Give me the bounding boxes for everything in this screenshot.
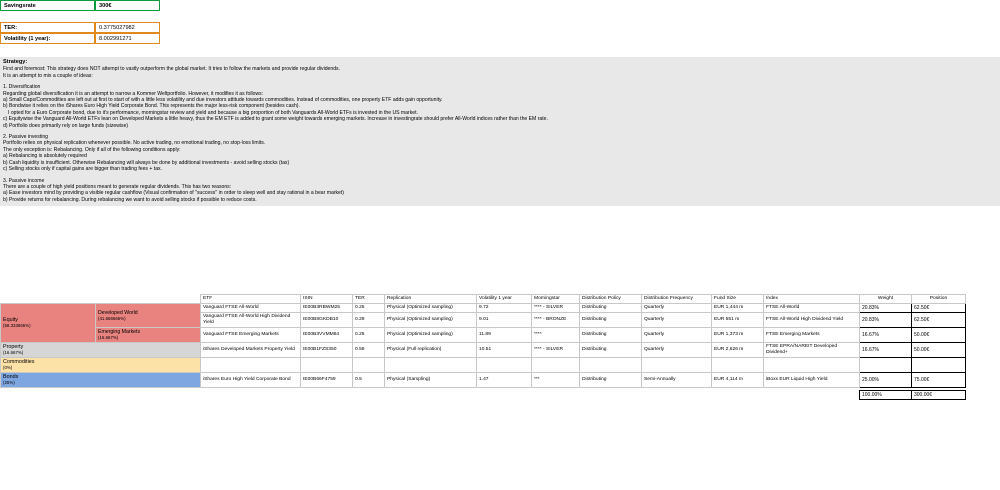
header-isin: ISIN: [301, 295, 353, 304]
cell-replication: Physical (Optimized sampling): [385, 304, 477, 313]
ter-value[interactable]: 0.3775027982: [95, 22, 160, 33]
cell-etf: Vanguard FTSE All-World High Dividend Yield: [201, 313, 301, 328]
cell-morningstar: **** - BRONZE: [532, 313, 580, 328]
cell-distribution-frequency: Quarterly: [642, 304, 712, 313]
strategy-section-title: 2. Passive investing: [3, 134, 49, 141]
cell-distribution-policy: Distributing: [580, 313, 642, 328]
cell-position: 62.50€: [912, 313, 966, 328]
header-morningstar: Morningstar: [532, 295, 580, 304]
row-spacer: [966, 304, 1000, 313]
strategy-intro-line: First and foremost: This strategy does NOT attempt to vastly outperform the global market. It tries to follow the markets and provide regular dividends.: [3, 66, 340, 73]
table-row: [1, 343, 1000, 358]
cell-etf: Vanguard FTSE Emerging Markets: [201, 328, 301, 343]
assetclass-equity-label: Equity: [3, 317, 18, 323]
header-fund-size: Fund Size: [712, 295, 764, 304]
cell-position: 75.00€: [912, 373, 966, 388]
summary-row-volatility: [0, 33, 160, 44]
header-distribution-frequency: Distribution Frequency: [642, 295, 712, 304]
cell-replication: [385, 358, 477, 373]
cell-weight: 25.00%: [860, 373, 912, 388]
cell-weight: 16.67%: [860, 343, 912, 358]
cell-index: iBoxx EUR Liquid High Yield: [764, 373, 860, 388]
assetclass-equity: [1, 304, 96, 343]
volatility-label: Volatility (1 year):: [0, 33, 95, 44]
strategy-section-line: b) Provide returns for rebalancing. During rebalancing we want to avoid selling stocks if possible to reduce costs.: [3, 196, 257, 203]
cell-isin: IE00B66F4759: [301, 373, 353, 388]
cell-index: [764, 358, 860, 373]
row-spacer: [966, 343, 1000, 358]
cell-ter: [353, 358, 385, 373]
cell-distribution-policy: Distributing: [580, 304, 642, 313]
cell-etf: [201, 358, 301, 373]
row-spacer: [966, 358, 1000, 373]
cell-distribution-policy: [580, 358, 642, 373]
strategy-section-line: b) Bondwise it relies on the iShares Euro High Yield Corporate Bond. This represents the major less-risk component (besides cash).: [3, 103, 300, 110]
cell-weight: 20.83%: [860, 304, 912, 313]
cell-index: FTSE EPRA/NAREIT Developed Dividend+: [764, 343, 860, 358]
cell-position: 50.00€: [912, 343, 966, 358]
cell-weight: [860, 358, 912, 373]
cell-volatility: [477, 358, 532, 373]
cell-replication: Physical (Optimized sampling): [385, 328, 477, 343]
cell-volatility: 11.89: [477, 328, 532, 343]
strategy-section-line: Regarding global diversification it is an attempt to narrow a Kommer Weltportfolio. However, it modifies it as follows:: [3, 90, 264, 97]
summary-row-savingsrate: [0, 0, 160, 11]
strategy-section-line: Portfolio relies on physical replication whenever possible. No active trading, no emotional trading, no stop-loss limits.: [3, 140, 266, 147]
cell-index: FTSE Emerging Markets: [764, 328, 860, 343]
table-row: [1, 358, 1000, 373]
strategy-section-line: a) Rebalancing is absolutely required: [3, 153, 87, 160]
cell-ter: 0.25: [353, 304, 385, 313]
cell-isin: IE00B3RBWM25: [301, 304, 353, 313]
cell-distribution-frequency: Quarterly: [642, 343, 712, 358]
assetclass-bonds: [1, 373, 201, 388]
row-spacer: [966, 328, 1000, 343]
cell-fund-size: EUR 1,444 m: [712, 304, 764, 313]
cell-isin: [301, 358, 353, 373]
cell-morningstar: **** - SILVER: [532, 304, 580, 313]
strategy-section-line: c) Equitywise the Vanguard All-World ETFs lean on Developed Markets a little heavy, thus the EM ETF is added to grant some weight towards emerging markets. Increase in investingrate should prefer All-World indices rather than the EM rate.: [3, 116, 548, 123]
summary-row-ter: [0, 22, 160, 33]
strategy-section-title: 3. Passive income: [3, 177, 45, 184]
cell-morningstar: ***: [532, 373, 580, 388]
strategy-section-title: 1. Diversification: [3, 84, 41, 91]
totals-label-spacer: [1, 391, 860, 400]
region-emerging-markets-label: Emerging Markets: [98, 329, 141, 335]
assetclass-bonds-label: Bonds: [3, 374, 19, 380]
cell-ter: 0.5: [353, 373, 385, 388]
savingsrate-value[interactable]: 300€: [95, 0, 160, 11]
assetclass-property-pct: (16.667%): [3, 350, 24, 355]
cell-etf: iShares Euro High Yield Corporate Bond: [201, 373, 301, 388]
strategy-block: [0, 57, 1000, 206]
cell-index: FTSE All-World High Dividend Yield: [764, 313, 860, 328]
table-row: [1, 373, 1000, 388]
header-replication: Replication: [385, 295, 477, 304]
assetclass-equity-pct: (58.333666%): [3, 323, 31, 328]
total-weight: 100.00%: [860, 391, 912, 400]
cell-fund-size: EUR 2,626 m: [712, 343, 764, 358]
cell-distribution-policy: Distributing: [580, 343, 642, 358]
table-row: [1, 304, 1000, 313]
cell-distribution-frequency: Quarterly: [642, 328, 712, 343]
volatility-value[interactable]: 8.002991271: [95, 33, 160, 44]
strategy-intro-line: It is an attempt to mix a couple of ideas:: [3, 72, 93, 79]
header-ter: TER: [353, 295, 385, 304]
cell-volatility: 1.47: [477, 373, 532, 388]
cell-position: [912, 358, 966, 373]
region-developed-world: [96, 304, 201, 328]
row-spacer: [966, 313, 1000, 328]
region-emerging-markets-pct: (16.667%): [98, 335, 119, 340]
cell-isin: IE00B1FZS350: [301, 343, 353, 358]
table-row: [1, 328, 1000, 343]
cell-etf: Vanguard FTSE All-World: [201, 304, 301, 313]
row-spacer: [966, 391, 1000, 400]
cell-morningstar: ****: [532, 328, 580, 343]
cell-fund-size: EUR 4,114 m: [712, 373, 764, 388]
cell-weight: 20.83%: [860, 313, 912, 328]
cell-position: 50.00€: [912, 328, 966, 343]
cell-volatility: 9.01: [477, 313, 532, 328]
total-position: 300.00€: [912, 391, 966, 400]
region-developed-world-pct: (41.666666%): [98, 315, 126, 321]
strategy-section-line: d) Portfolio does primarily rely on large funds (sizewise): [3, 122, 129, 129]
cell-index: FTSE All-World: [764, 304, 860, 313]
cell-fund-size: EUR 551 m: [712, 313, 764, 328]
header-position: Position: [912, 295, 966, 304]
cell-ter: 0.29: [353, 313, 385, 328]
totals-row: [1, 391, 1000, 400]
strategy-section-line: c) Selling stocks only if capital gains are bigger than trading fees + tax.: [3, 166, 162, 173]
assetclass-property: [1, 343, 201, 358]
ter-label: TER:: [0, 22, 95, 33]
cell-distribution-frequency: Semi-Annually: [642, 373, 712, 388]
assetclass-bonds-pct: (25%): [3, 380, 15, 385]
header-spacer: [966, 295, 1000, 304]
strategy-section-line: a) Ease investors mind by providing a visible regular cashflow (Visual confirmation of "success" in order to sleep well and stay rational in a bear market): [3, 190, 345, 197]
table-header-row: [1, 295, 1000, 304]
cell-ter: 0.59: [353, 343, 385, 358]
cell-ter: 0.25: [353, 328, 385, 343]
cell-volatility: 9.72: [477, 304, 532, 313]
strategy-section-line: a) Small Caps/Commodities are left out at first to start of with a little less volatility and due investors attitude towards commodities. Instead of commodities, one property ETF adds gain opportunity.: [3, 97, 443, 104]
portfolio-table: [0, 294, 1000, 400]
cell-distribution-frequency: Quarterly: [642, 313, 712, 328]
cell-isin: IE00B3VVMM84: [301, 328, 353, 343]
row-spacer: [966, 373, 1000, 388]
strategy-section-line: There are a couple of high yield positions meant to generate regular dividends. This has two reasons:: [3, 183, 232, 190]
region-emerging-markets: [96, 328, 201, 343]
cell-morningstar: **** - SILVER: [532, 343, 580, 358]
cell-weight: 16.67%: [860, 328, 912, 343]
summary-block: [0, 0, 160, 44]
cell-replication: Physical (Optimized sampling): [385, 313, 477, 328]
cell-etf: iShares Developed Markets Property Yield: [201, 343, 301, 358]
header-etf: ETF: [201, 295, 301, 304]
strategy-heading: Strategy:: [3, 59, 28, 65]
header-index: Index: [764, 295, 860, 304]
header-volatility: Volatility 1 year: [477, 295, 532, 304]
cell-morningstar: [532, 358, 580, 373]
header-region: [96, 295, 201, 304]
cell-distribution-frequency: [642, 358, 712, 373]
strategy-section-line: I opted for a Euro Corporate bond, due to it's performance, morningstar review and yield and because a big proportion of both Vanguards All-World ETFs is invested in the US market.: [8, 109, 418, 116]
header-assetclass: [1, 295, 96, 304]
cell-distribution-policy: Distributing: [580, 328, 642, 343]
cell-replication: Physical (Full replication): [385, 343, 477, 358]
cell-fund-size: EUR 1,373 m: [712, 328, 764, 343]
strategy-section-line: The only exception is: Rebalancing. Only if all of the following conditions apply:: [3, 146, 181, 153]
assetclass-commodities: [1, 358, 201, 373]
assetclass-commodities-pct: (0%): [3, 365, 13, 370]
cell-replication: Physical (Sampling): [385, 373, 477, 388]
savingsrate-label: Savingsrate: [0, 0, 95, 11]
cell-isin: IE00B8GKDB10: [301, 313, 353, 328]
header-weight: Weight: [860, 295, 912, 304]
region-developed-world-label: Developed World: [98, 309, 138, 316]
strategy-section-line: b) Cash liquidity is insufficient. Otherwise Rebalancing will always be done by additional investments - avoid selling stocks (tax): [3, 159, 290, 166]
cell-position: 62.50€: [912, 304, 966, 313]
assetclass-commodities-label: Commodities: [3, 359, 35, 365]
cell-volatility: 10.51: [477, 343, 532, 358]
cell-distribution-policy: Distributing: [580, 373, 642, 388]
cell-fund-size: [712, 358, 764, 373]
assetclass-property-label: Property: [3, 344, 24, 350]
header-distribution-policy: Distribution Policy: [580, 295, 642, 304]
